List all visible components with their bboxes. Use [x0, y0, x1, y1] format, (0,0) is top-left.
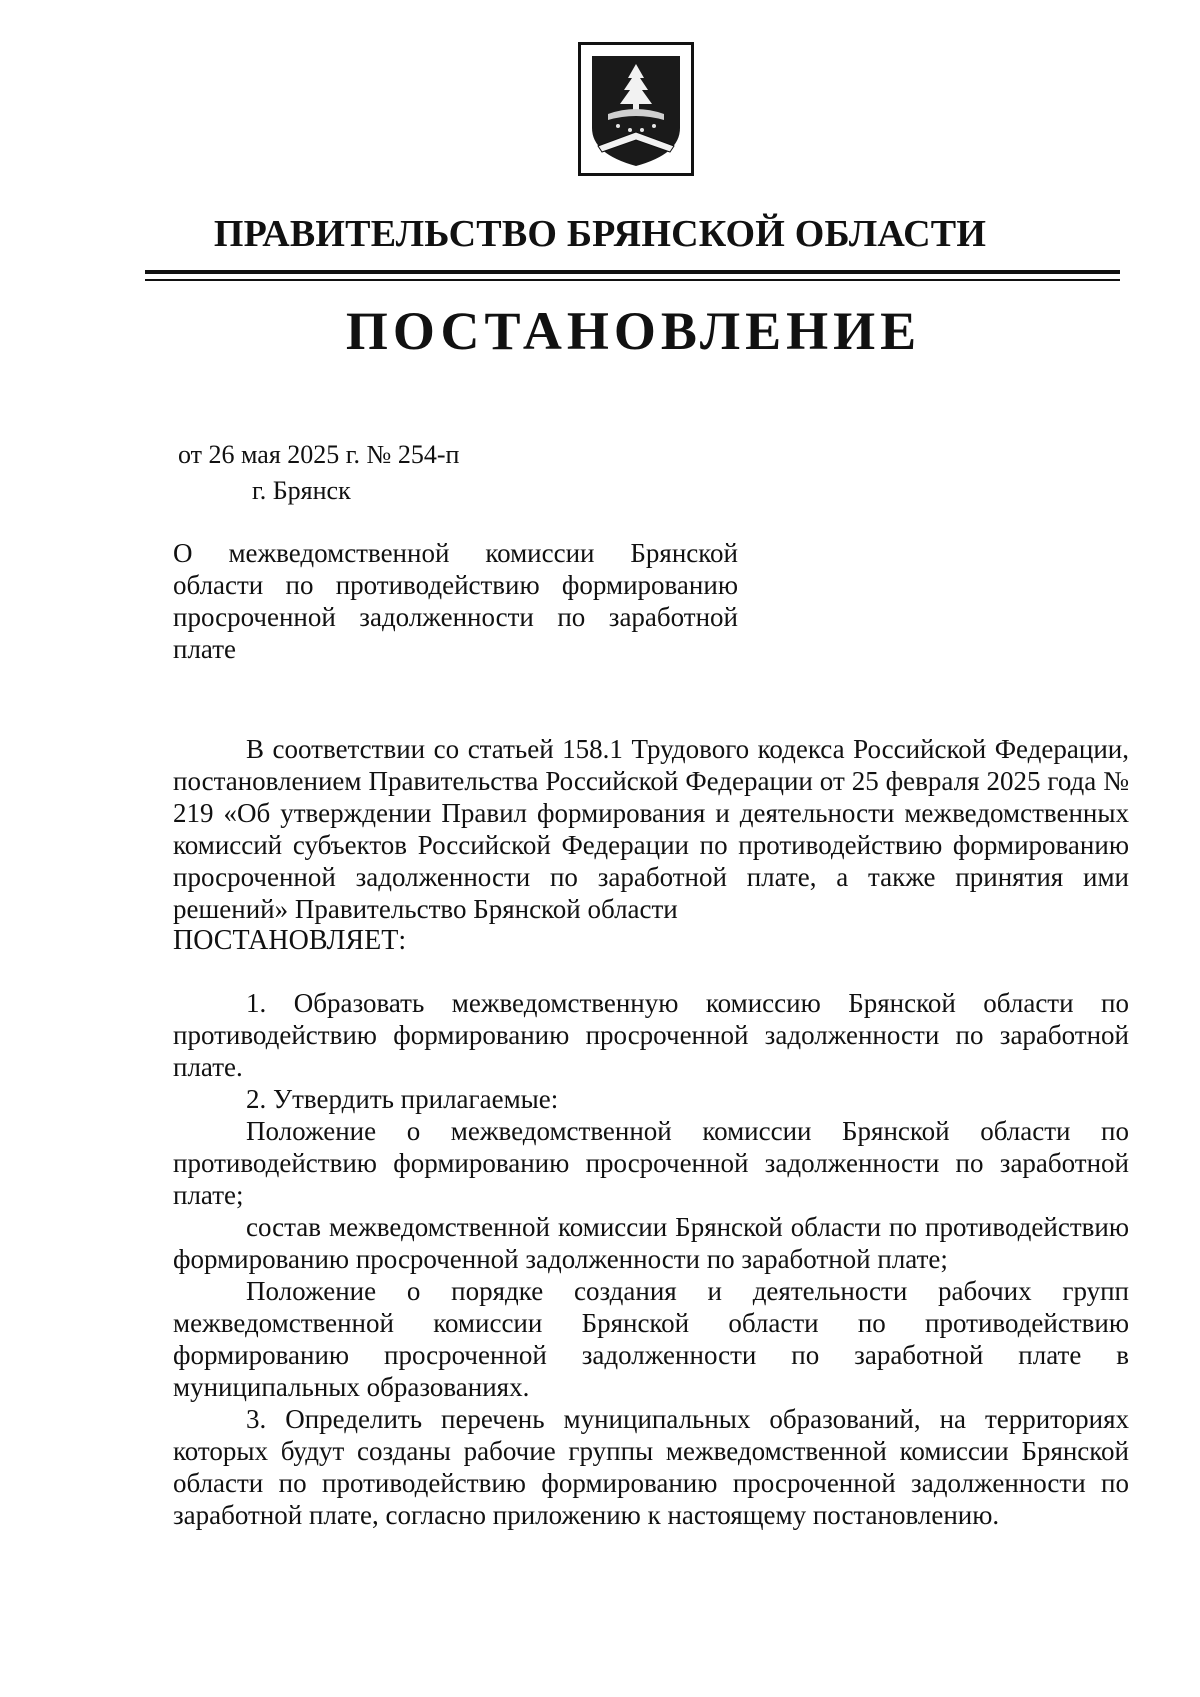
government-title: ПРАВИТЕЛЬСТВО БРЯНСКОЙ ОБЛАСТИ — [213, 213, 987, 255]
document-body — [173, 733, 1129, 1531]
item-2-composition: состав межведомственной комиссии Брянской области по противодействию формированию просроченной задолженности по заработной плате; — [173, 1212, 1129, 1274]
date-prefix: от — [178, 440, 203, 469]
document-city: г. Брянск — [252, 476, 351, 505]
number-sign: № — [366, 440, 392, 469]
date-number-line — [178, 440, 459, 470]
preamble-paragraph: В соответствии со статьей 158.1 Трудового кодекса Российской Федерации, постановлением Правительства Российской Федерации от 25 февраля 2025 года № 219 «Об утверждении Правил формирования и деятельности межведомственных комиссий субъектов Российской Федерации по противодействию формированию просроченной задолженности по заработной плате, а также принятия ими решений» Правительство Брянской области — [173, 734, 1129, 924]
item-3: 3. Определить перечень муниципальных образований, на территориях которых будут созданы рабочие группы межведомственной комиссии Брянской области по противодействию формированию просроченной задолженности по заработной плате, согласно приложению к настоящему постановлению. — [173, 1404, 1129, 1530]
document-number: 254-п — [397, 440, 460, 469]
item-2: 2. Утвердить прилагаемые: — [246, 1084, 559, 1114]
header-divider-thin — [145, 279, 1120, 281]
item-2-regulation: Положение о межведомственной комиссии Брянской области по противодействию формированию просроченной задолженности по заработной плате; — [173, 1116, 1129, 1210]
item-1: 1. Образовать межведомственную комиссию Брянской области по противодействию формированию просроченной задолженности по заработной плате. — [173, 988, 1129, 1082]
document-type: ПОСТАНОВЛЕНИЕ — [345, 301, 922, 361]
document-date: 26 мая 2025 г. — [208, 440, 361, 469]
document-subject: О межведомственной комиссии Брянской области по противодействию формированию просроченной задолженности по заработной плате — [173, 538, 738, 664]
resolves-heading: ПОСТАНОВЛЯЕТ: — [173, 925, 407, 956]
header-divider-thick — [145, 270, 1120, 274]
bryansk-coat-of-arms-icon — [578, 42, 694, 176]
item-2-working-groups: Положение о порядке создания и деятельности рабочих групп межведомственной комиссии Брянской области по противодействию формированию просроченной задолженности по заработной плате в муниципальных образованиях. — [173, 1276, 1129, 1402]
